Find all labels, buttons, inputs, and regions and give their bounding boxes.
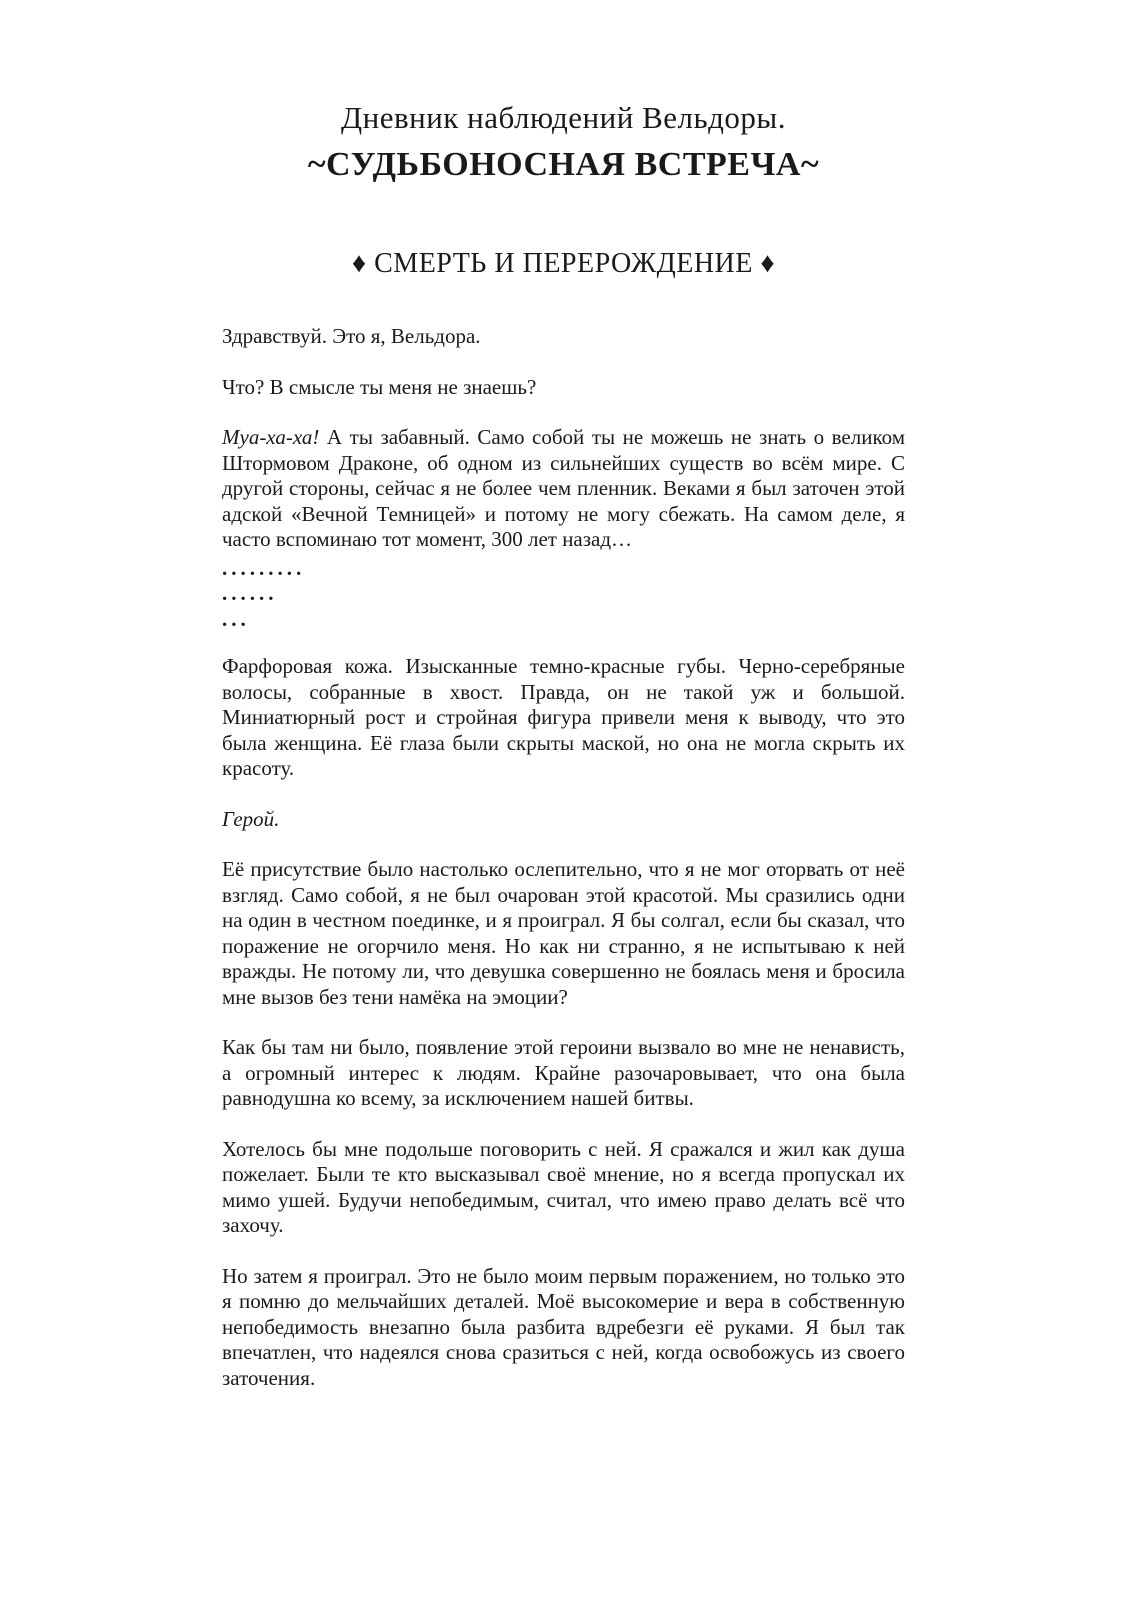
page-title <box>222 94 905 188</box>
paragraph: Её присутствие было настолько ослепительно, что я не мог оторвать от неё взгляд. Само собой, я не был очарован этой красотой. Мы сразились одни на один в честном поединке, и я проиграл. Я бы солгал, если бы сказал, что поражение не огорчило меня. Но как ни странно, я не испытываю к ней вражды. Не потому ли, что девушка совершенно не боялась меня и бросила мне вызов без тени намёка на эмоции? <box>222 857 905 1009</box>
title-line-2: ~СУДЬБОНОСНАЯ ВСТРЕЧА~ <box>307 146 820 183</box>
section-heading: ♦ СМЕРТЬ И ПЕРЕРОЖДЕНИЕ ♦ <box>351 248 776 279</box>
paragraph: Что? В смысле ты меня не знаешь? <box>222 374 537 399</box>
paragraph: Герой. <box>222 806 280 831</box>
paragraph: Но затем я проиграл. Это не было моим первым поражением, но только это я помню до мельчайших деталей. Моё высокомерие и вера в собственную непобедимость внезапно была разбита вдребезги её руками. Я был так впечатлен, что надеялся снова сразиться с ней, когда освобожусь из своего заточения. <box>222 1263 905 1390</box>
paragraph: ......... <box>222 555 306 580</box>
text-column <box>222 0 905 1416</box>
paragraph: Муа-ха-ха! А ты забавный. Само собой ты не можешь не знать о великом Штормовом Драконе, об одном из сильнейших существ во всём мире. С другой стороны, сейчас я не более чем пленник. Веками я был заточен этой адской «Вечной Темницей» и потому не могу сбежать. На самом деле, я часто вспоминаю тот момент, 300 лет назад… <box>222 425 905 551</box>
title-line-1: Дневник наблюдений Вельдоры. <box>341 100 786 135</box>
chapter-header <box>222 94 905 284</box>
paragraph: Как бы там ни было, появление этой героини вызвало во мне не ненависть, а огромный интерес к людям. Крайне разочаровывает, что она была равнодушна ко всему, за исключением нашей битвы. <box>222 1035 905 1110</box>
paragraph-lead-italic: Муа-ха-ха! <box>222 425 320 449</box>
paragraph: Здравствуй. Это я, Вельдора. <box>222 324 481 348</box>
paragraph: ... <box>222 606 250 631</box>
paragraph: ...... <box>222 581 278 605</box>
paragraph: Хотелось бы мне подольше поговорить с ней. Я сражался и жил как душа пожелает. Были те кто высказывал своё мнение, но я всегда пропускал их мимо ушей. Будучи непобедимым, считал, что имею право делать всё что захочу. <box>222 1136 905 1237</box>
text-body <box>222 324 905 1391</box>
paragraph: Фарфоровая кожа. Изысканные темно-красные губы. Черно-серебряные волосы, собранные в хвост. Правда, он не такой уж и большой. Миниатюрный рост и стройная фигура привели меня к выводу, что это была женщина. Её глаза были скрыты маской, но она не могла скрыть их красоту. <box>222 654 905 780</box>
